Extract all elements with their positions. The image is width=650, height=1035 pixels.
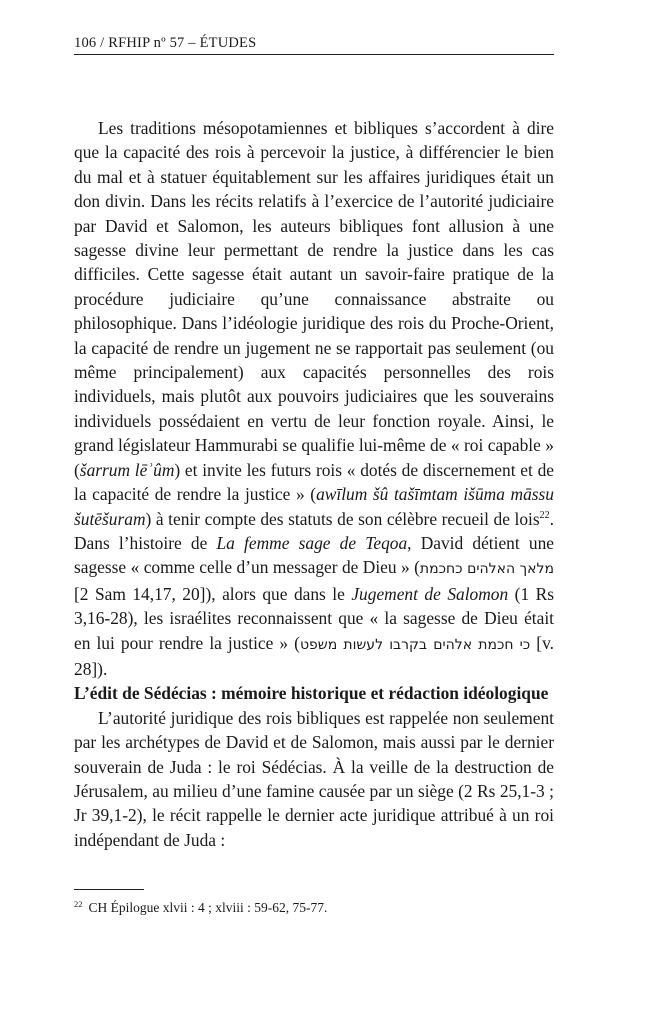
text-run: ) à tenir compte des statuts de son célèbre recueil de lois [145,508,540,529]
akkadian-term: šarrum lēʾûm [79,459,175,480]
text-run: ) et invite les futurs rois « dotés de discernement et de la capacité de rendre la justice » ( [74,459,554,505]
story-title: Jugement de Salomon [351,583,509,604]
akkadian-quote: awīlum šû tašīmtam išūma māssu šutēšuram [74,484,554,529]
running-head: 106 / RFHIP nº 57 – ÉTUDES [74,35,554,55]
story-title: La femme sage de Teqoa [216,532,408,553]
footnote-number: 22 [74,898,83,909]
footnote-text: CH Épilogue xlvii : 4 ; xlviii : 59-62, 75-77. [88,900,328,915]
text-run: Les traditions mésopotamiennes et bibliques s’accordent à dire que la capacité des rois à percevoir la justice, à différencier le bien du mal et à statuer équitablement sur les affaires juridiques était un don divin. Dans les récits relatifs à l’exercice de l’autorité judiciaire par David et Salomon, les auteurs bibliques font allusion à une sagesse divine leur permettant de rendre la justice dans les cas difficiles. Cette sagesse était autant un savoir-faire pratique de la procédure judiciaire qu’une connaissance abstraite ou philosophique. Dans l’idéologie juridique des rois du Proche-Orient, la capacité de rendre un jugement ne se rapportait pas seulement (ou même principalement) aux capacités personnelles des rois individuels, mais plutôt aux pouvoirs judiciaires que les souverains individuels possédaient en vertu de leur fonction royale. Ainsi, le grand législateur Hammurabi se qualifie lui-même de « roi capable » ( [74,118,554,480]
text-run: . Dans l’histoire de [74,508,554,553]
paragraph-hammurabi [74,116,554,681]
text-run: , David détient une sagesse « comme celle d’un messager de Dieu » ( [74,532,555,578]
paragraph-sedecias: L’autorité juridique des rois bibliques est rappelée non seulement par les archétypes de David et de Salomon, mais aussi par le dernier souverain de Juda : le roi Sédécias. À la veille de la destruction de Jérusalem, au milieu d’une famine causée par un siège (2 Rs 25,1-3 ; Jr 39,1-2), le récit rappelle le dernier acte juridique attribué à un roi indépendant de Juda : [74,707,554,850]
text-run: [2 Sam 14,17, 20]), alors que dans le [74,583,352,604]
footnote [74,900,554,916]
text-run: (1 Rs 3,16-28), les israélites reconnaissent que « la sagesse de Dieu était en lui pour rendre la justice » ( [74,583,554,653]
main-text [74,116,554,852]
hebrew-quote: כי חכמת אלהים בקרבו לעשות משפט [299,636,531,653]
text-run: [v. 28]). [74,632,554,679]
hebrew-quote: מלאך האלהים כחכמת [419,561,555,578]
footnote-ref[interactable]: 22 [539,509,550,521]
section-heading: L’édit de Sédécias : mémoire historique et rédaction idéologique [74,683,549,704]
footnote-rule [74,889,144,890]
